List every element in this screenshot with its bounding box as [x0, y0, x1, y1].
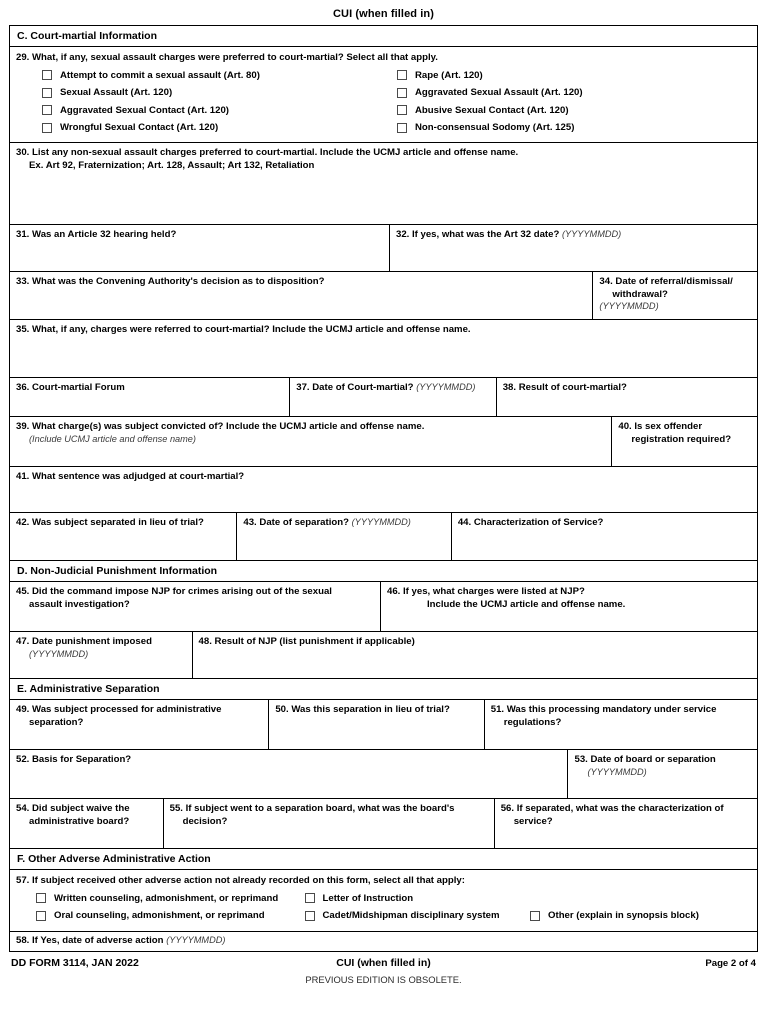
checkbox-label: Wrongful Sexual Contact (Art. 120)	[60, 122, 219, 134]
question-49[interactable]	[10, 700, 269, 749]
question-48[interactable]	[193, 632, 757, 678]
question-46-line2: Include the UCMJ article and offense name.	[427, 598, 626, 610]
question-45-line1: 45. Did the command impose NJP for crimes arising out of the sexual	[16, 586, 332, 598]
question-56-line2: service?	[513, 815, 553, 827]
checkbox-label: Rape (Art. 120)	[415, 69, 483, 81]
checkbox-spacer	[530, 890, 752, 908]
question-50[interactable]	[269, 700, 484, 749]
question-29-prompt: 29. What, if any, sexual assault charges were preferred to court-martial? Select all that apply.	[16, 52, 438, 64]
question-49-51-row	[10, 700, 757, 750]
question-30-line2: Ex. Art 92, Fraternization; Art. 128, Assault; Art 132, Retaliation	[29, 159, 315, 171]
section-heading-f: F. Other Adverse Administrative Action	[10, 849, 757, 870]
checkbox-label: Non-consensual Sodomy (Art. 125)	[415, 122, 575, 134]
checkbox-cadet-midshipman-disciplinary[interactable]	[305, 908, 531, 926]
checkbox-letter-of-instruction[interactable]	[305, 890, 531, 908]
checkbox-label: Abusive Sexual Contact (Art. 120)	[415, 104, 569, 116]
checkbox-other[interactable]	[530, 908, 752, 926]
form-body	[9, 25, 758, 952]
checkbox-oral-counseling[interactable]	[36, 908, 305, 926]
checkbox-icon[interactable]	[397, 88, 407, 98]
cui-banner-bottom: CUI (when filled in)	[336, 956, 431, 969]
checkbox-icon[interactable]	[36, 893, 46, 903]
checkbox-attempt-sexual-assault[interactable]	[42, 67, 397, 85]
question-33-34-row	[10, 272, 757, 320]
checkbox-label: Sexual Assault (Art. 120)	[60, 87, 173, 99]
question-57-prompt: 57. If subject received other adverse action not already recorded on this form, select all that apply:	[16, 875, 465, 887]
question-39[interactable]	[10, 417, 612, 466]
question-42-label: 42. Was subject separated in lieu of trial?	[16, 517, 204, 529]
checkbox-label: Attempt to commit a sexual assault (Art. 80)	[60, 69, 260, 81]
question-55-line2: decision?	[182, 815, 228, 827]
question-32-label: 32. If yes, what was the Art 32 date?	[395, 229, 560, 241]
question-51[interactable]	[485, 700, 757, 749]
question-53[interactable]	[568, 750, 757, 798]
question-45-line2: assault investigation?	[29, 598, 130, 610]
checkbox-wrongful-sexual-contact[interactable]	[42, 120, 397, 138]
question-37-hint: (YYYYMMDD)	[416, 382, 476, 393]
question-36[interactable]	[10, 378, 290, 416]
question-42[interactable]	[10, 513, 237, 560]
question-58-label: 58. If Yes, date of adverse action	[16, 934, 164, 946]
question-52[interactable]	[10, 750, 568, 798]
question-52-label: 52. Basis for Separation?	[16, 754, 132, 766]
checkbox-icon[interactable]	[42, 105, 52, 115]
question-30-line1: 30. List any non-sexual assault charges preferred to court-martial. Include the UCMJ article and offense name.	[16, 147, 519, 159]
question-39-line1: 39. What charge(s) was subject convicted of? Include the UCMJ article and offense name.	[16, 421, 425, 433]
question-37[interactable]	[290, 378, 496, 416]
question-58-hint: (YYYYMMDD)	[166, 934, 226, 945]
question-36-label: 36. Court-martial Forum	[16, 382, 125, 394]
question-53-line1: 53. Date of board or separation	[574, 754, 716, 766]
question-40-line2: registration required?	[631, 433, 732, 445]
question-34-line2: withdrawal?	[612, 288, 668, 300]
checkbox-non-consensual-sodomy[interactable]	[397, 120, 752, 138]
question-51-line1: 51. Was this processing mandatory under service	[490, 704, 717, 716]
question-40-line1: 40. Is sex offender	[618, 421, 703, 433]
question-29	[10, 47, 757, 142]
question-39-40-row	[10, 417, 757, 467]
checkbox-icon[interactable]	[42, 70, 52, 80]
question-38[interactable]	[497, 378, 757, 416]
question-30-row	[10, 143, 757, 225]
question-36-38-row	[10, 378, 757, 417]
question-31-32-row	[10, 225, 757, 272]
question-58[interactable]	[10, 932, 757, 951]
checkbox-aggravated-sexual-assault[interactable]	[397, 85, 752, 103]
question-29-row	[10, 47, 757, 143]
question-47-line1: 47. Date punishment imposed	[16, 636, 152, 648]
question-31-label: 31. Was an Article 32 hearing held?	[16, 229, 177, 241]
question-30[interactable]	[10, 143, 757, 224]
question-45[interactable]	[10, 582, 381, 631]
question-57-options	[16, 890, 752, 925]
question-48-label: 48. Result of NJP (list punishment if applicable)	[198, 636, 415, 648]
checkbox-aggravated-sexual-contact[interactable]	[42, 102, 397, 120]
question-32[interactable]	[390, 225, 757, 271]
question-44[interactable]	[452, 513, 757, 560]
question-42-44-row	[10, 513, 757, 561]
checkbox-label: Letter of Instruction	[322, 892, 414, 904]
question-54-line2: administrative board?	[29, 815, 130, 827]
question-54-line1: 54. Did subject waive the	[16, 803, 130, 815]
page-footer	[9, 952, 758, 969]
checkbox-icon[interactable]	[397, 123, 407, 133]
checkbox-abusive-sexual-contact[interactable]	[397, 102, 752, 120]
question-53-hint: (YYYYMMDD)	[587, 766, 647, 777]
checkbox-label: Oral counseling, admonishment, or reprimand	[54, 910, 265, 922]
checkbox-label: Cadet/Midshipman disciplinary system	[322, 910, 500, 922]
question-43-label: 43. Date of separation?	[243, 517, 349, 529]
question-55-line1: 55. If subject went to a separation board, what was the board's	[169, 803, 455, 815]
checkbox-icon[interactable]	[530, 911, 540, 921]
question-57	[10, 870, 757, 930]
question-57-row	[10, 870, 757, 931]
question-43[interactable]	[237, 513, 451, 560]
previous-edition-notice: PREVIOUS EDITION IS OBSOLETE.	[305, 973, 462, 985]
question-46-line1: 46. If yes, what charges were listed at NJP?	[387, 586, 585, 598]
checkbox-label: Written counseling, admonishment, or reprimand	[54, 892, 279, 904]
cui-banner-top: CUI (when filled in)	[333, 8, 434, 20]
question-35-row	[10, 320, 757, 378]
question-45-46-row	[10, 582, 757, 632]
question-41[interactable]	[10, 467, 757, 512]
question-38-label: 38. Result of court-martial?	[502, 382, 627, 394]
checkbox-icon[interactable]	[42, 123, 52, 133]
question-54-56-row	[10, 799, 757, 849]
page-number: Page 2 of 4	[705, 957, 756, 969]
checkbox-label: Aggravated Sexual Assault (Art. 120)	[415, 87, 583, 99]
question-49-line1: 49. Was subject processed for administrative	[16, 704, 222, 716]
checkbox-label: Aggravated Sexual Contact (Art. 120)	[60, 104, 230, 116]
question-51-line2: regulations?	[503, 716, 562, 728]
question-39-line2: (Include UCMJ article and offense name)	[29, 433, 196, 444]
question-35-label: 35. What, if any, charges were referred to court-martial? Include the UCMJ article and offense name.	[16, 324, 471, 336]
checkbox-icon[interactable]	[305, 911, 315, 921]
question-56[interactable]	[495, 799, 757, 848]
question-31[interactable]	[10, 225, 390, 271]
checkbox-icon[interactable]	[305, 893, 315, 903]
question-29-options	[16, 67, 752, 137]
section-heading-c: C. Court-martial Information	[10, 26, 757, 47]
question-58-row	[10, 932, 757, 951]
question-49-line2: separation?	[29, 716, 84, 728]
question-40[interactable]	[612, 417, 757, 466]
checkbox-written-counseling[interactable]	[36, 890, 305, 908]
question-50-label: 50. Was this separation in lieu of trial?	[275, 704, 450, 716]
question-32-hint: (YYYYMMDD)	[561, 229, 622, 240]
question-33[interactable]	[10, 272, 593, 319]
question-47-48-row	[10, 632, 757, 679]
question-44-label: 44. Characterization of Service?	[457, 517, 604, 529]
section-heading-d: D. Non-Judicial Punishment Information	[10, 561, 757, 582]
section-heading-e: E. Administrative Separation	[10, 679, 757, 700]
checkbox-icon[interactable]	[397, 70, 407, 80]
question-47-hint: (YYYYMMDD)	[29, 648, 89, 659]
question-52-53-row	[10, 750, 757, 799]
question-35[interactable]	[10, 320, 757, 377]
question-46[interactable]	[381, 582, 757, 631]
form-identifier: DD FORM 3114, JAN 2022	[11, 956, 139, 969]
question-33-label: 33. What was the Convening Authority's decision as to disposition?	[16, 276, 325, 288]
checkbox-sexual-assault[interactable]	[42, 85, 397, 103]
question-41-row	[10, 467, 757, 513]
question-43-hint: (YYYYMMDD)	[351, 517, 411, 528]
question-55[interactable]	[164, 799, 495, 848]
question-37-label: 37. Date of Court-martial?	[296, 382, 414, 394]
checkbox-icon[interactable]	[36, 911, 46, 921]
question-34-line1: 34. Date of referral/dismissal/	[599, 276, 733, 288]
question-41-label: 41. What sentence was adjudged at court-martial?	[16, 471, 245, 483]
checkbox-icon[interactable]	[397, 105, 407, 115]
checkbox-label: Other (explain in synopsis block)	[548, 910, 699, 922]
question-56-line1: 56. If separated, what was the characterization of	[500, 803, 724, 815]
question-34-hint: (YYYYMMDD)	[599, 300, 659, 311]
question-34[interactable]	[593, 272, 757, 319]
checkbox-rape[interactable]	[397, 67, 752, 85]
question-54[interactable]	[10, 799, 164, 848]
question-47[interactable]	[10, 632, 193, 678]
checkbox-icon[interactable]	[42, 88, 52, 98]
